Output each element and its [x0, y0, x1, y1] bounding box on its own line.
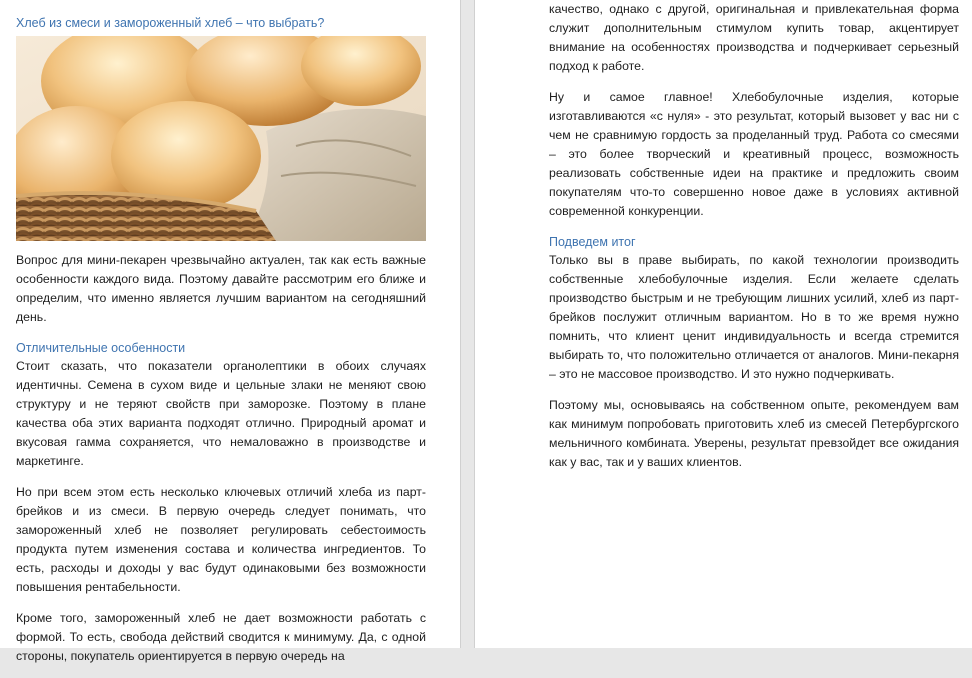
- paragraph: Ну и самое главное! Хлебобулочные изделия, которые изготавливаются «с нуля» - это результат, который вызовет у вас ни с чем не сравнимую гордость за проделанный труд. Работа со смесями – это более творческий и креативный процесс, возможность реализовать собственные идеи на практике и предложить своим покупателям что-то совершенно новое даже в условиях активной современной конкуренции.: [549, 90, 959, 218]
- paragraph: Только вы в праве выбирать, по какой технологии производить собственные хлебобулочные изделия. Если желаете сделать производство быстрым и не требующим лишних усилий, хлеб из парт-брейков послужит отличным вариантом. Но в то же время нужно помнить, что клиент ценит индивидуальность и всегда стремится выбирать то, что положительно отличается от аналогов. Мини-пекарня – это не массовое производство. И это нужно подчеркивать.: [549, 253, 959, 381]
- paragraph: Но при всем этом есть несколько ключевых отличий хлеба из парт-брейков и из смеси. В первую очередь следует понимать, что замороженный хлеб не позволяет регулировать себестоимость продукта путем изменения состава и количества ингредиентов. То есть, расходы и доходы у вас будут одинаковыми без возможности повышения рентабельности.: [16, 485, 426, 594]
- paragraph: Поэтому мы, основываясь на собственном опыте, рекомендуем вам как минимум попробовать приготовить хлеб из смесей Петербургского мельничного комбината. Уверены, результат превзойдет все ожидания как у вас, так и у ваших клиентов.: [549, 398, 959, 469]
- text-column-left: [16, 14, 426, 678]
- paragraph: качество, однако с другой, оригинальная и привлекательная форма служит дополнительным стимулом купить товар, акцентирует внимание на особенностях производства и подчеркивает серьезный подход к работе.: [549, 2, 959, 73]
- article-title: Хлеб из смеси и замороженный хлеб – что выбрать?: [16, 16, 325, 30]
- text-column-right: [549, 0, 959, 484]
- paragraph: Стоит сказать, что показатели органолептики в обоих случаях идентичны. Семена в сухом виде и цельные злаки не меняют свою структуру и не теряют свойств при заморозке. Поэтому в плане качества оба этих варианта подходят отлично. Природный аромат и вкусовая гамма сохраняется, что немаловажно в производстве и маркетинге.: [16, 359, 426, 468]
- intro-paragraph: Вопрос для мини-пекарен чрезвычайно актуален, так как есть важные особенности каждого вида. Поэтому давайте рассмотрим его ближе и определим, что именно является лучшим вариантом на сегодняшний день.: [16, 253, 426, 324]
- section-heading-summary: Подведем итог: [549, 235, 636, 249]
- bread-basket-photo: [16, 36, 426, 241]
- paragraph: Кроме того, замороженный хлеб не дает возможности работать с формой. То есть, свобода действий сводится к минимуму. Да, с одной стороны, покупатель ориентируется в первую очередь на: [16, 611, 426, 663]
- document-page-left: [0, 0, 461, 663]
- section-heading-features: Отличительные особенности: [16, 341, 186, 355]
- document-page-right: [474, 0, 972, 648]
